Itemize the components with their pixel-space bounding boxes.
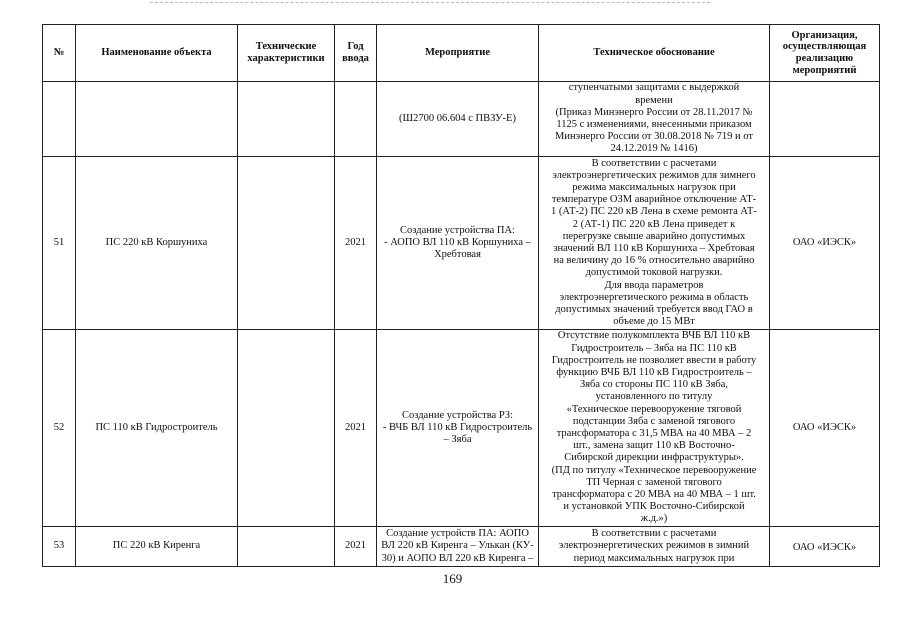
table-row-51 (43, 157, 880, 330)
text-line: – Зяба (443, 434, 472, 446)
text-line: 1 (АТ-2) ПС 220 кВ Лена в схеме ремонта АТ- (551, 206, 757, 218)
text-line: Гидростроитель не позволяет ввести в работу (551, 354, 757, 366)
text-line: Год (347, 41, 364, 53)
text-line: Хребтовая (434, 249, 481, 261)
text-line: значений ВЛ 110 кВ Коршуниха – Хребтовая (553, 243, 755, 254)
cell-org: ОАО «ИЭСК» (770, 330, 880, 527)
cell-name: ПС 220 кВ Киренга (76, 527, 238, 567)
cell-basis (539, 527, 770, 567)
text-line: температуре ОЗМ аварийное отключение АТ- (551, 194, 757, 206)
cell-basis (539, 157, 770, 330)
text-line: Минэнерго России от 30.08.2018 № 719 и от (555, 131, 753, 143)
text-line: Сибирской дирекции инфраструктуры». (564, 452, 744, 464)
text-line: Отсутствие полукомплекта ВЧБ ВЛ 110 кВ (557, 330, 751, 342)
cell-org: ОАО «ИЭСК» (770, 527, 880, 567)
text-line: Создание устройства РЗ: (402, 409, 513, 421)
text-line: «Техническое перевооружение тяговой (566, 403, 742, 415)
text-line: - ВЧБ ВЛ 110 кВ Гидростроитель (382, 421, 533, 433)
text-line: 1125 с изменениями, внесенными приказом (556, 119, 752, 130)
cell-name (76, 82, 238, 157)
header-measure: Мероприятие (377, 25, 539, 82)
text-line: функцию ВЧБ ВЛ 110 кВ Гидростроитель – (556, 366, 752, 378)
text-line: 24.12.2019 № 1416) (610, 143, 698, 155)
text-line: реализацию (795, 53, 854, 64)
text-line: ТП Черная с заменой тягового (586, 476, 722, 488)
text-line: Организация, (791, 29, 858, 41)
text-line: и установкой УПК Восточно-Сибирской (563, 501, 745, 513)
scan-artifact-line (150, 2, 710, 4)
cell-org (770, 82, 880, 157)
text-line: времени (635, 94, 673, 106)
text-line: период максимальных нагрузок при (573, 552, 735, 564)
page-number: 169 (442, 571, 463, 586)
text-line: осуществляющая (782, 41, 867, 53)
text-line: ВЛ 220 кВ Киренга – Улькан (КУ- (381, 540, 534, 552)
text-line: электроэнергетического режима в область (559, 291, 749, 303)
text-line: (Приказ Минэнерго России от 28.11.2017 № (555, 106, 753, 118)
header-org (770, 25, 880, 82)
text-line: ввода (342, 53, 369, 64)
text-line: трансформатора с 20 МВА на 40 МВА – 1 шт. (552, 489, 756, 501)
cell-tech (238, 330, 335, 527)
table-row-53 (43, 527, 880, 567)
table-row-continuation (43, 82, 880, 157)
cell-num: 52 (43, 330, 76, 527)
text-line: Создание устройств ПА: АОПО (386, 528, 529, 540)
text-line: Создание устройства ПА: (400, 224, 515, 236)
text-line: электроэнергетических режимов в зимний (558, 540, 750, 552)
text-line: трансформатора с 31,5 МВА на 40 МВА – 2 (556, 428, 752, 439)
cell-year: 2021 (335, 527, 377, 567)
text-line: - АОПО ВЛ 110 кВ Коршуниха – (384, 236, 531, 248)
text-line: 30) и АОПО ВЛ 220 кВ Киренга – (381, 552, 534, 564)
cell-basis (539, 82, 770, 157)
text-line: мероприятий (792, 64, 857, 76)
cell-measure: (Ш2700 06.604 с ПВЗУ-Е) (377, 82, 539, 157)
text-line: на величину до 16 % относительно аварийно (553, 255, 755, 267)
text-line: установленного по титулу (595, 391, 713, 403)
text-line: В соответствии с расчетами (591, 528, 717, 540)
cell-measure (377, 330, 539, 527)
text-line: Для ввода параметров (604, 279, 704, 291)
cell-name: ПС 220 кВ Коршуниха (76, 157, 238, 330)
text-line: (ПД по титулу «Техническое перевооружение (551, 464, 757, 476)
measures-table (42, 24, 880, 567)
header-name: Наименование объекта (76, 25, 238, 82)
cell-num (43, 82, 76, 157)
cell-basis (539, 330, 770, 527)
text-line: подстанции Зяба с заменой тягового (572, 415, 736, 427)
text-line: допустимой токовой нагрузки. (585, 267, 723, 279)
cell-year (335, 82, 377, 157)
header-basis: Техническое обоснование (539, 25, 770, 82)
cell-tech (238, 527, 335, 567)
text-line: объеме до 15 МВт (613, 316, 695, 328)
cell-measure (377, 157, 539, 330)
cell-num: 51 (43, 157, 76, 330)
text-line: режима максимальных нагрузок при (572, 181, 736, 193)
text-line: Гидростроитель – Зяба на ПС 110 кВ (571, 342, 737, 354)
text-line: шт., замена защит 110 кВ Восточно- (573, 440, 735, 452)
cell-measure (377, 527, 539, 567)
header-num: № (43, 25, 76, 82)
text-line: допустимых значений требуется ввод ГАО в (555, 304, 753, 316)
cell-year: 2021 (335, 330, 377, 527)
text-line: ступенчатыми защитами с выдержкой (568, 82, 740, 94)
text-line: ж.д.») (640, 513, 668, 525)
text-line: перегрузке свыше аварийно допустимых (562, 230, 746, 242)
cell-num: 53 (43, 527, 76, 567)
header-tech (238, 25, 335, 82)
text-line: Технические (255, 41, 317, 53)
table-row-52 (43, 330, 880, 527)
text-line: характеристики (247, 53, 325, 64)
table-header-row (43, 25, 880, 82)
text-line: Зяба со стороны ПС 110 кВ Зяба, (579, 379, 729, 391)
cell-org: ОАО «ИЭСК» (770, 157, 880, 330)
cell-year: 2021 (335, 157, 377, 330)
header-year (335, 25, 377, 82)
text-line: В соответствии с расчетами (591, 157, 717, 169)
cell-tech (238, 82, 335, 157)
cell-tech (238, 157, 335, 330)
text-line: 2 (АТ-1) ПС 220 кВ Лена приведет к (572, 218, 736, 230)
cell-name: ПС 110 кВ Гидростроитель (76, 330, 238, 527)
text-line: электроэнергетических режимов для зимнего (552, 169, 756, 181)
